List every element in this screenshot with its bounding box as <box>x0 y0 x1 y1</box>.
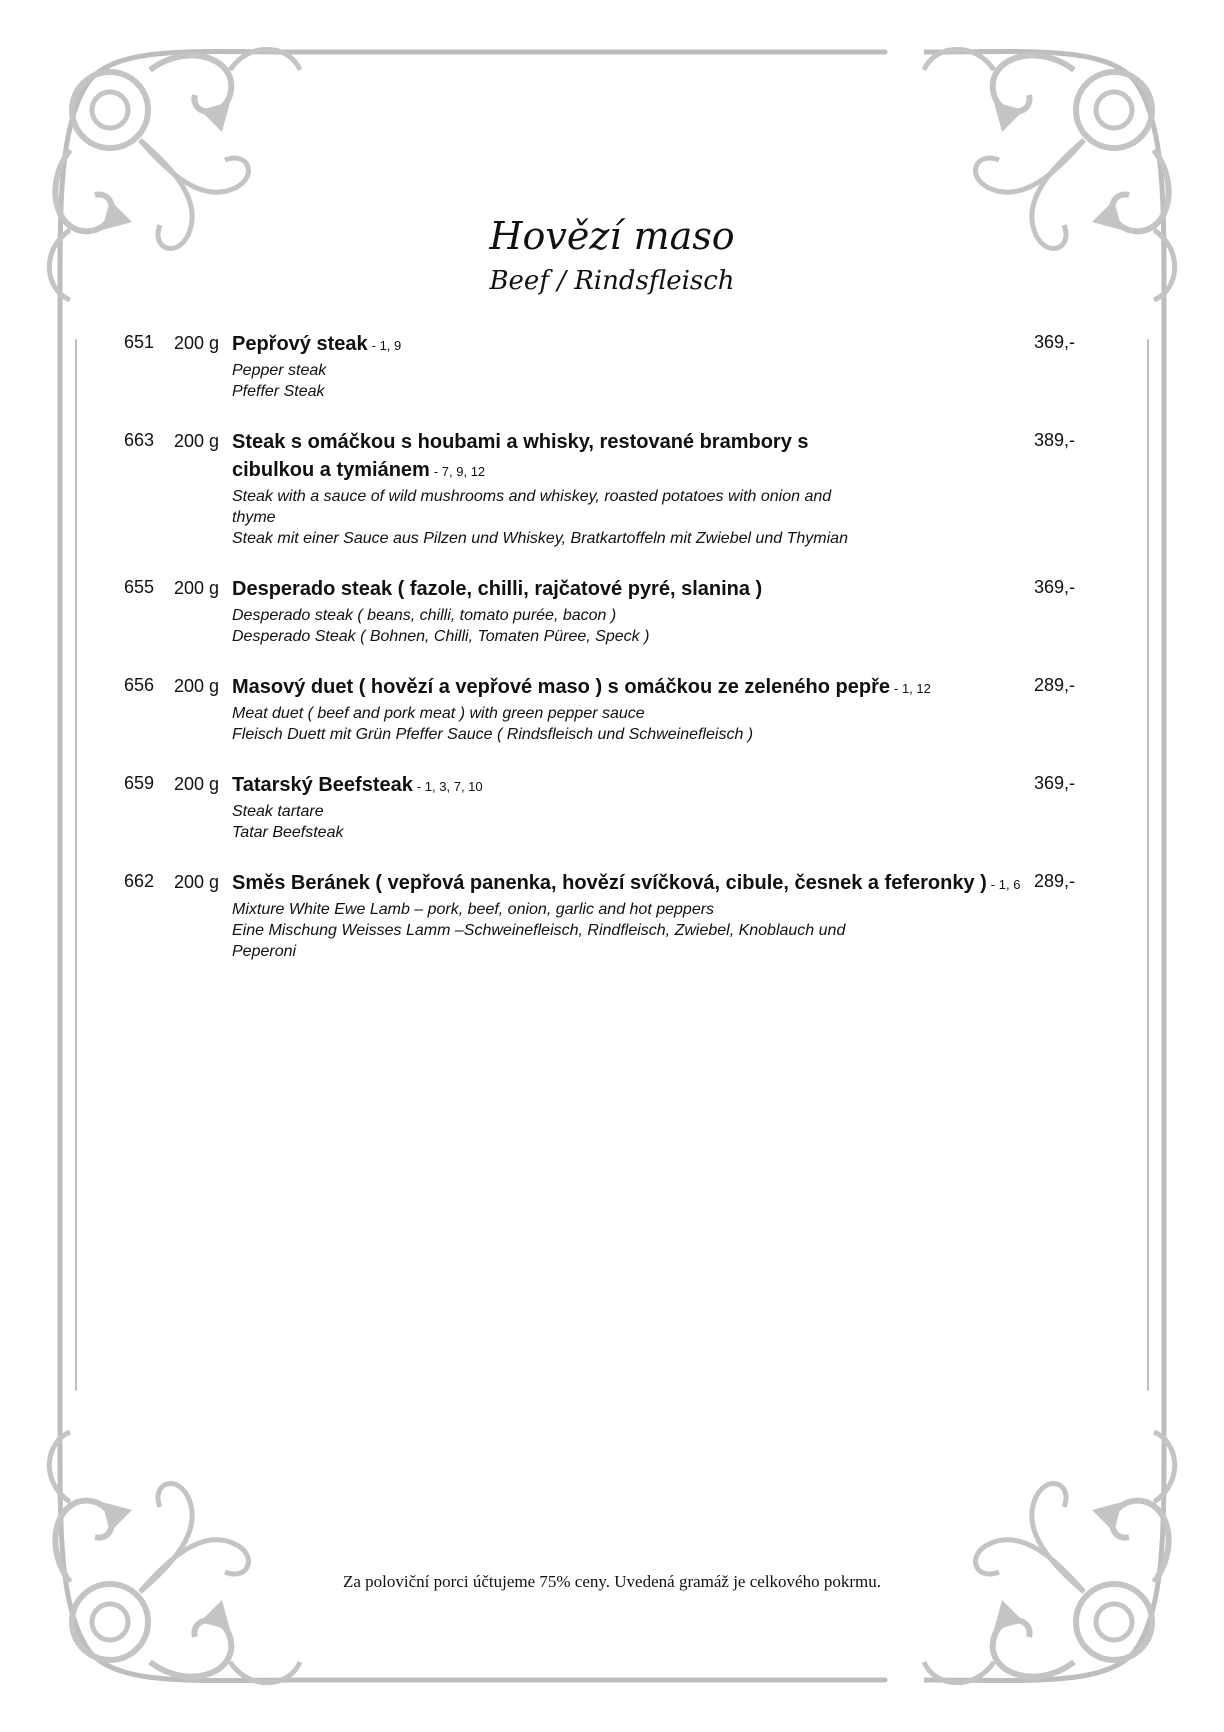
item-description-en: Mixture White Ewe Lamb – pork, beef, onion, garlic and hot peppers <box>232 901 715 918</box>
corner-ornament-icon <box>924 49 1175 300</box>
item-description-de: Pfeffer Steak <box>232 383 325 400</box>
item-weight: 200 g <box>174 431 220 451</box>
menu-item <box>124 771 1084 843</box>
item-weight: 200 g <box>174 872 220 892</box>
menu-item <box>124 575 1084 647</box>
item-number: 651 <box>124 332 155 352</box>
item-description-en: Meat duet ( beef and pork meat ) with green pepper sauce <box>232 705 645 722</box>
menu-list <box>124 330 1084 988</box>
item-description-en: Desperado steak ( beans, chilli, tomato purée, bacon ) <box>232 607 617 624</box>
item-description-de: Fleisch Duett mit Grün Pfeffer Sauce ( Rindsfleisch und Schweinefleisch ) <box>232 726 754 743</box>
item-allergens: - 7, 9, 12 <box>433 464 486 479</box>
item-price: 369,- <box>1034 773 1076 793</box>
item-description-de: Eine Mischung Weisses Lamm –Schweinefleisch, Rindfleisch, Zwiebel, Knoblauch und Peperoni <box>232 922 846 960</box>
item-name: Pepřový steak <box>232 333 368 355</box>
item-number: 663 <box>124 430 155 450</box>
item-name: Směs Beránek ( vepřová panenka, hovězí svíčková, cibule, česnek a feferonky ) <box>232 872 987 894</box>
item-price: 389,- <box>1034 430 1076 450</box>
menu-item <box>124 330 1084 402</box>
page-subtitle: Beef / Rindsfleisch <box>489 266 735 296</box>
item-weight: 200 g <box>174 578 220 598</box>
menu-item <box>124 869 1084 962</box>
item-allergens: - 1, 12 <box>894 681 931 696</box>
item-allergens: - 1, 9 <box>371 338 402 353</box>
item-weight: 200 g <box>174 774 220 794</box>
item-number: 659 <box>124 773 155 793</box>
corner-ornament-icon <box>924 1432 1175 1683</box>
footer-note: Za poloviční porci účtujeme 75% ceny. Uvedená gramáž je celkového pokrmu. <box>343 1572 881 1591</box>
item-price: 289,- <box>1034 871 1076 891</box>
item-description-en: Steak tartare <box>232 803 324 820</box>
corner-ornament-icon <box>49 49 300 300</box>
corner-ornament-icon <box>49 1432 300 1683</box>
item-description-de: Tatar Beefsteak <box>232 824 344 841</box>
item-price: 369,- <box>1034 577 1076 597</box>
item-name: Desperado steak ( fazole, chilli, rajčatové pyré, slanina ) <box>232 578 763 600</box>
item-number: 655 <box>124 577 155 597</box>
item-weight: 200 g <box>174 333 220 353</box>
item-name: Masový duet ( hovězí a vepřové maso ) s omáčkou ze zeleného pepře <box>232 676 890 698</box>
item-name: Steak s omáčkou s houbami a whisky, restované brambory s cibulkou a tymiánem <box>232 431 809 481</box>
menu-item <box>124 428 1084 549</box>
item-description-en: Pepper steak <box>232 362 327 379</box>
item-weight: 200 g <box>174 676 220 696</box>
item-price: 369,- <box>1034 332 1076 352</box>
item-allergens: - 1, 6 <box>990 877 1021 892</box>
item-description-de: Steak mit einer Sauce aus Pilzen und Whiskey, Bratkartoffeln mit Zwiebel und Thymian <box>232 530 848 547</box>
item-description-de: Desperado Steak ( Bohnen, Chilli, Tomaten Püree, Speck ) <box>232 628 650 645</box>
item-description-en: Steak with a sauce of wild mushrooms and whiskey, roasted potatoes with onion and thyme <box>232 488 832 526</box>
item-number: 662 <box>124 871 155 891</box>
menu-item <box>124 673 1084 745</box>
item-name: Tatarský Beefsteak <box>232 774 413 796</box>
page-title: Hovězí maso <box>489 214 735 258</box>
item-number: 656 <box>124 675 155 695</box>
item-allergens: - 1, 3, 7, 10 <box>416 779 483 794</box>
item-price: 289,- <box>1034 675 1076 695</box>
